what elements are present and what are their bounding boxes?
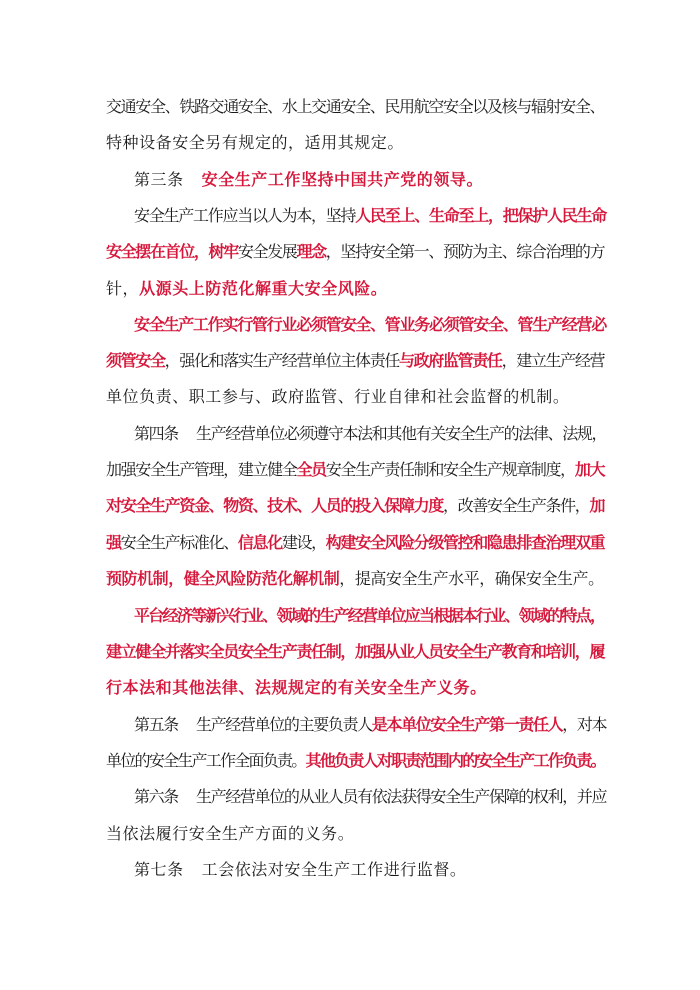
highlighted-text: 预防机制，健全风险防范化解机制 xyxy=(106,569,340,588)
highlighted-text: 全员 xyxy=(296,460,326,479)
highlighted-text: 安全摆在首位，树牢 xyxy=(106,242,238,261)
highlighted-text: 平台经济等新兴行业、领域的生产经营单位应当根据本行业、领域的特点， xyxy=(134,606,605,625)
highlighted-text: 加大 xyxy=(574,460,605,479)
text-line xyxy=(106,496,606,516)
text-segment: 安全发展 xyxy=(237,242,297,261)
highlighted-text: 须管安全 xyxy=(106,351,165,370)
text-line xyxy=(106,569,606,589)
text-segment: 生产经营单位的主要负责人 xyxy=(195,715,372,734)
article-6-heading xyxy=(134,787,606,807)
text-segment: 针， xyxy=(106,279,140,298)
article-3-heading xyxy=(134,170,606,190)
article-number: 第四条 xyxy=(134,424,178,443)
highlighted-text: 行本法和其他法律、法规规定的有关安全生产义务。 xyxy=(106,678,487,697)
text-line xyxy=(134,206,606,226)
text-segment: 单位的安全生产工作全面负责。 xyxy=(106,751,306,770)
highlighted-text: 是本单位安全生产第一责任人 xyxy=(371,715,563,734)
highlighted-text: 构建安全风险分级管控和隐患排查治理双重 xyxy=(325,533,605,552)
text-line xyxy=(106,533,606,553)
text-line xyxy=(106,460,606,480)
text-segment: ，提高安全生产水平，确保安全生产。 xyxy=(339,569,604,588)
article-number: 第五条 xyxy=(134,715,178,734)
highlighted-text: 信息化 xyxy=(237,533,282,552)
text-line xyxy=(106,279,606,299)
text-segment: 生产经营单位的从业人员有依法获得安全生产保障的权利，并应 xyxy=(195,787,607,806)
text-line xyxy=(106,133,606,153)
text-segment: ，改善安全生产条件， xyxy=(442,496,590,515)
highlighted-text: 安全生产工作坚持中国共产党的领导。 xyxy=(201,170,484,189)
article-number: 第六条 xyxy=(134,787,178,806)
text-line xyxy=(134,606,606,626)
highlighted-text: 强 xyxy=(106,533,121,552)
text-line xyxy=(106,387,606,407)
text-segment: ，强化和落实生产经营单位主体责任 xyxy=(164,351,400,370)
text-segment: 安全生产标准化、 xyxy=(120,533,238,552)
text-line xyxy=(106,678,606,698)
highlighted-text: 与政府监管责任 xyxy=(399,351,502,370)
text-line xyxy=(106,824,606,844)
text-segment: ，坚持安全第一、预防为主、综合治理的方 xyxy=(325,242,605,261)
article-number: 第三条 xyxy=(134,170,184,189)
text-segment: 安全生产责任制和安全生产规章制度， xyxy=(325,460,575,479)
highlighted-text: 对安全生产资金、物资、技术、人员的投入保障力度 xyxy=(106,496,443,515)
text-line xyxy=(106,242,606,262)
text-segment: 当依法履行安全生产方面的义务。 xyxy=(106,824,355,843)
highlighted-text: 加 xyxy=(589,496,605,515)
text-segment: 交通安全、铁路交通安全、水上交通安全、民用航空安全以及核与辐射安全、 xyxy=(106,97,605,116)
text-line xyxy=(134,315,606,335)
article-7-heading xyxy=(134,860,606,880)
text-line xyxy=(106,97,606,117)
highlighted-text: 其他负责人对职责范围内的安全生产工作负责。 xyxy=(305,751,605,770)
text-segment: 建设， xyxy=(281,533,326,552)
text-line xyxy=(106,642,606,662)
highlighted-text: 理念 xyxy=(296,242,326,261)
text-segment: 安全生产工作应当以人为本，坚持 xyxy=(134,206,356,225)
text-segment: ，对本 xyxy=(562,715,607,734)
text-line xyxy=(106,351,606,371)
highlighted-text: 安全生产工作实行管行业必须管安全、管业务必须管安全、管生产经营必 xyxy=(134,315,607,334)
text-segment: 特种设备安全另有规定的，适用其规定。 xyxy=(106,133,404,152)
highlighted-text: 从源头上防范化解重大安全风险。 xyxy=(139,279,388,298)
highlighted-text: 建立健全并落实全员安全生产责任制，加强从业人员安全生产教育和培训，履 xyxy=(106,642,605,661)
text-line xyxy=(106,751,606,771)
text-segment: 单位负责、职工参与、政府监管、行业自律和社会监督的机制。 xyxy=(106,387,570,406)
article-5-heading xyxy=(134,715,606,735)
text-segment: 工会依法对安全生产工作进行监督。 xyxy=(201,860,467,879)
highlighted-text: 人民至上、生命至上，把保护人民生命 xyxy=(355,206,607,225)
article-4-heading xyxy=(134,424,606,444)
text-segment: 生产经营单位必须遵守本法和其他有关安全生产的法律、法规， xyxy=(195,424,607,443)
text-segment: 加强安全生产管理，建立健全 xyxy=(106,460,297,479)
article-number: 第七条 xyxy=(134,860,184,879)
text-segment: ，建立生产经营 xyxy=(501,351,605,370)
